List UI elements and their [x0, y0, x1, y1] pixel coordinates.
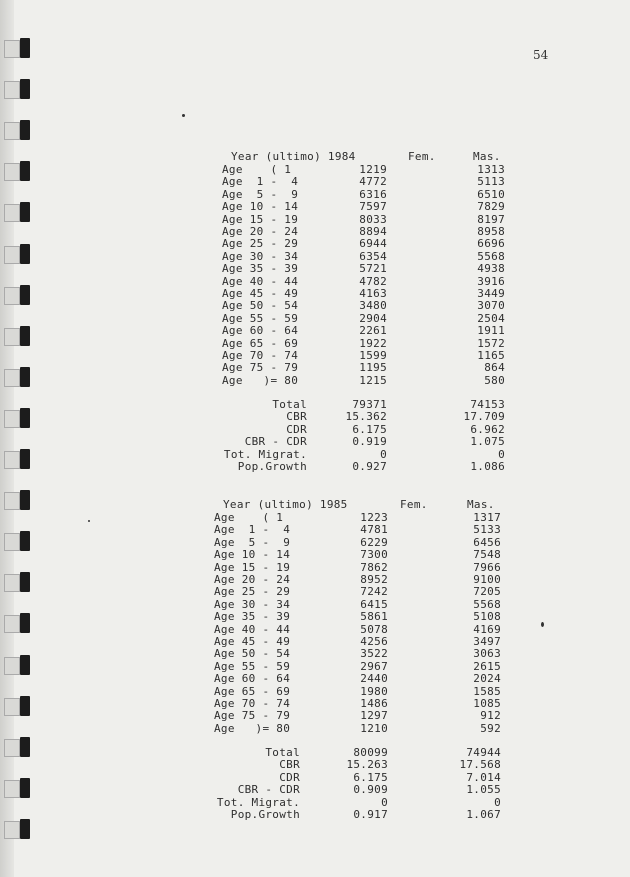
mas-value: 5108	[473, 610, 501, 624]
fem-header: Fem.	[408, 150, 436, 163]
age-label: Age 5 - 9	[222, 187, 299, 201]
summary-label: CBR - CDR	[237, 783, 300, 797]
binder-ring	[4, 737, 36, 757]
mas-value: 4169	[473, 622, 501, 636]
age-label: Age 1 - 4	[214, 523, 291, 537]
fem-value: 79371	[352, 398, 387, 411]
mas-value: 74153	[470, 398, 505, 411]
fem-value: 1922	[359, 336, 387, 350]
fem-value: 2904	[359, 311, 387, 325]
fem-value: 1195	[359, 361, 387, 375]
fem-value: 1599	[359, 349, 387, 362]
fem-value: 7862	[360, 560, 388, 574]
binder-ring	[4, 819, 36, 839]
age-label: Age 45 - 49	[222, 287, 299, 300]
mas-value: 580	[484, 373, 505, 387]
age-label: Age 20 - 24	[222, 225, 299, 238]
binder-ring	[4, 778, 36, 798]
mas-value: 7.014	[466, 770, 501, 784]
binder-ring	[4, 326, 36, 346]
age-label: Age 60 - 64	[222, 324, 299, 338]
speck	[182, 114, 185, 117]
mas-value: 2024	[473, 672, 501, 686]
year-label: Year (ultimo) 1984	[231, 150, 356, 163]
mas-value: 0	[498, 447, 505, 461]
year-label: Year (ultimo) 1985	[223, 498, 348, 511]
age-label: Age 10 - 14	[222, 200, 299, 214]
summary-label: CBR - CDR	[244, 435, 307, 449]
mas-value: 1.055	[466, 783, 501, 797]
mas-value: 8958	[477, 225, 505, 238]
binder-ring	[4, 613, 36, 633]
binder-ring	[4, 202, 36, 222]
mas-value: 7548	[473, 548, 501, 562]
fem-value: 7242	[360, 585, 388, 599]
age-label: Age )= 80	[222, 373, 299, 387]
age-label: Age 45 - 49	[214, 635, 291, 648]
mas-header: Mas.	[473, 150, 501, 163]
mas-value: 6.962	[470, 422, 505, 436]
mas-value: 1313	[477, 163, 505, 176]
fem-value: 4163	[359, 287, 387, 300]
mas-value: 1911	[477, 324, 505, 338]
mas-value: 592	[480, 721, 501, 735]
fem-value: 80099	[353, 746, 388, 759]
mas-value: 2615	[473, 659, 501, 673]
binder-ring	[4, 244, 36, 264]
binder-ring	[4, 79, 36, 99]
age-label: Age 60 - 64	[214, 672, 291, 686]
summary-label: CBR	[286, 410, 307, 424]
mas-value: 1.086	[470, 460, 505, 473]
age-label: Age 10 - 14	[214, 548, 291, 562]
age-label: Age 65 - 69	[214, 684, 291, 698]
age-label: Age 35 - 39	[214, 610, 291, 624]
mas-value: 6456	[473, 535, 501, 549]
page-number: 54	[533, 48, 549, 62]
mas-value: 3063	[473, 647, 501, 661]
age-label: Age 65 - 69	[222, 336, 299, 350]
binder-ring	[4, 655, 36, 675]
binder-ring	[4, 490, 36, 510]
mas-value: 3070	[477, 299, 505, 313]
fem-value: 1297	[360, 709, 388, 723]
mas-value: 3449	[477, 287, 505, 300]
fem-value: 5861	[360, 610, 388, 624]
fem-value: 1486	[360, 697, 388, 710]
fem-value: 8952	[360, 573, 388, 586]
age-label: Age 75 - 79	[222, 361, 299, 375]
mas-value: 6510	[477, 187, 505, 201]
mas-value: 3916	[477, 274, 505, 288]
fem-value: 0.909	[353, 783, 388, 797]
binder-ring	[4, 696, 36, 716]
summary-label: Total	[272, 398, 307, 411]
fem-value: 0.919	[352, 435, 387, 449]
fem-value: 8894	[359, 225, 387, 238]
mas-value: 7205	[473, 585, 501, 599]
fem-value: 5721	[359, 262, 387, 276]
fem-value: 1210	[360, 721, 388, 735]
age-label: Age 15 - 19	[214, 560, 291, 574]
mas-value: 0	[494, 795, 501, 809]
age-label: Age 20 - 24	[214, 573, 291, 586]
binder-ring	[4, 120, 36, 140]
mas-value: 7829	[477, 200, 505, 214]
fem-header: Fem.	[400, 498, 428, 511]
summary-label: CBR	[279, 758, 300, 772]
fem-value: 6.175	[353, 770, 388, 784]
age-label: Age 40 - 44	[222, 274, 299, 288]
mas-value: 1.067	[466, 808, 501, 821]
fem-value: 6944	[359, 237, 387, 251]
summary-label: Tot. Migrat.	[216, 795, 300, 809]
age-label: Age 30 - 34	[214, 597, 291, 611]
summary-label: Pop.Growth	[237, 460, 307, 473]
mas-value: 912	[480, 709, 501, 723]
age-label: Age 40 - 44	[214, 622, 291, 636]
age-label: Age )= 80	[214, 721, 291, 735]
age-label: Age 50 - 54	[222, 299, 299, 313]
binder-ring	[4, 449, 36, 469]
binder-ring	[4, 38, 36, 58]
fem-value: 4782	[359, 274, 387, 288]
fem-value: 6316	[359, 187, 387, 201]
fem-value: 0.917	[353, 808, 388, 821]
age-label: Age 70 - 74	[222, 349, 299, 362]
summary-label: CDR	[286, 422, 307, 436]
mas-header: Mas.	[467, 498, 495, 511]
mas-value: 3497	[473, 635, 501, 648]
mas-value: 17.568	[459, 758, 501, 772]
age-label: Age 70 - 74	[214, 697, 291, 710]
age-label: Age 5 - 9	[214, 535, 291, 549]
fem-value: 6415	[360, 597, 388, 611]
fem-value: 4256	[360, 635, 388, 648]
age-label: Age 55 - 59	[222, 311, 299, 325]
fem-value: 7300	[360, 548, 388, 562]
fem-value: 3480	[359, 299, 387, 313]
speck	[541, 622, 544, 627]
fem-value: 2967	[360, 659, 388, 673]
mas-value: 1.075	[470, 435, 505, 449]
binder-ring	[4, 367, 36, 387]
mas-value: 5568	[473, 597, 501, 611]
binder-ring	[4, 408, 36, 428]
fem-value: 8033	[359, 212, 387, 226]
mas-value: 1165	[477, 349, 505, 362]
fem-value: 1980	[360, 684, 388, 698]
age-label: Age 30 - 34	[222, 249, 299, 263]
mas-value: 1572	[477, 336, 505, 350]
age-label: Age 25 - 29	[214, 585, 291, 599]
mas-value: 9100	[473, 573, 501, 586]
mas-value: 1585	[473, 684, 501, 698]
mas-value: 864	[484, 361, 505, 375]
mas-value: 5568	[477, 249, 505, 263]
mas-value: 5133	[473, 523, 501, 537]
fem-value: 1219	[359, 163, 387, 176]
binder-ring	[4, 285, 36, 305]
binder-ring	[4, 572, 36, 592]
mas-value: 5113	[477, 175, 505, 189]
summary-label: Pop.Growth	[230, 808, 300, 821]
mas-value: 6696	[477, 237, 505, 251]
age-label: Age 75 - 79	[214, 709, 291, 723]
speck	[88, 520, 90, 522]
fem-value: 2261	[359, 324, 387, 338]
mas-value: 74944	[466, 746, 501, 759]
fem-value: 6354	[359, 249, 387, 263]
fem-value: 2440	[360, 672, 388, 686]
mas-value: 17.709	[463, 410, 505, 424]
fem-value: 6.175	[352, 422, 387, 436]
fem-value: 5078	[360, 622, 388, 636]
summary-label: Total	[265, 746, 300, 759]
binder-ring	[4, 161, 36, 181]
mas-value: 1317	[473, 511, 501, 524]
mas-value: 1085	[473, 697, 501, 710]
fem-value: 0.927	[352, 460, 387, 473]
binder-ring	[4, 531, 36, 551]
fem-value: 3522	[360, 647, 388, 661]
fem-value: 1223	[360, 511, 388, 524]
fem-value: 4772	[359, 175, 387, 189]
mas-value: 8197	[477, 212, 505, 226]
age-label: Age 50 - 54	[214, 647, 291, 661]
fem-value: 1215	[359, 373, 387, 387]
fem-value: 15.263	[346, 758, 388, 772]
age-label: Age 1 - 4	[222, 175, 299, 189]
mas-value: 7966	[473, 560, 501, 574]
fem-value: 15.362	[345, 410, 387, 424]
age-label: Age 25 - 29	[222, 237, 299, 251]
age-label: Age ( 1	[222, 163, 292, 176]
age-label: Age ( 1	[214, 511, 284, 524]
mas-value: 2504	[477, 311, 505, 325]
fem-value: 7597	[359, 200, 387, 214]
fem-value: 6229	[360, 535, 388, 549]
summary-label: CDR	[279, 770, 300, 784]
summary-label: Tot. Migrat.	[223, 447, 307, 461]
fem-value: 4781	[360, 523, 388, 537]
age-label: Age 15 - 19	[222, 212, 299, 226]
fem-value: 0	[380, 447, 387, 461]
mas-value: 4938	[477, 262, 505, 276]
age-label: Age 35 - 39	[222, 262, 299, 276]
age-label: Age 55 - 59	[214, 659, 291, 673]
fem-value: 0	[381, 795, 388, 809]
